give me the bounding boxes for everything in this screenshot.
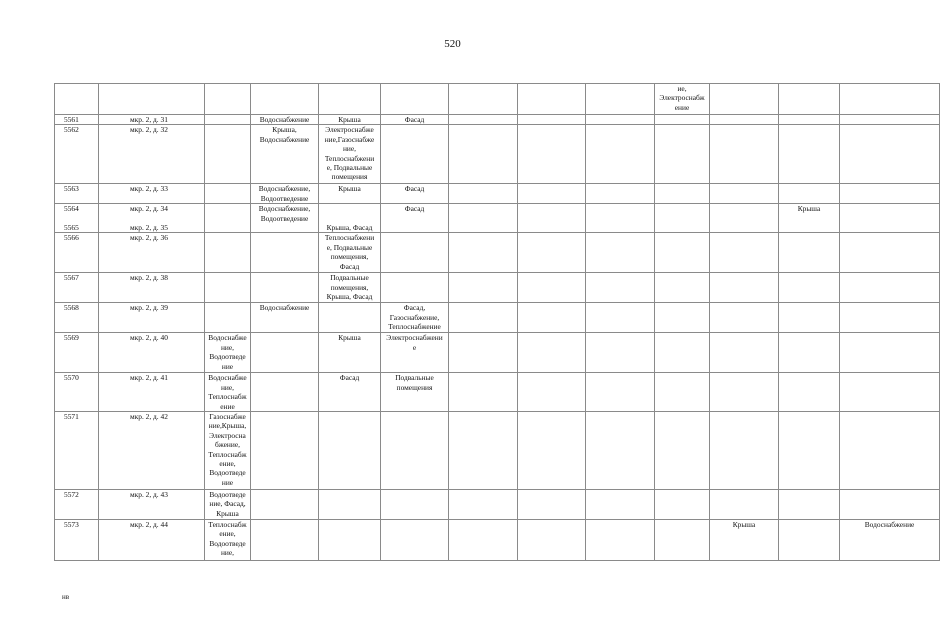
table-cell [518,333,586,373]
table-cell [779,273,840,303]
table-cell [449,204,518,233]
table-cell [655,520,710,561]
table-row [55,204,940,233]
table-cell [99,84,205,115]
table-cell [710,490,779,520]
table-cell: Подвальные помещения [381,373,449,412]
table-cell: Фасад [319,373,381,412]
table-cell [586,303,655,333]
table-cell [518,184,586,204]
table-cell [779,490,840,520]
table-row [55,184,940,204]
table-cell: Водоотведе ние, Фасад, Крыша [205,490,251,520]
table-row [55,233,940,273]
table-row [55,373,940,412]
table-cell [381,273,449,303]
table-cell: Водоснабжение, Водоотведение [251,204,319,233]
table-cell [518,490,586,520]
table-cell: Крыша [710,520,779,561]
table-cell [518,412,586,490]
table-cell: Водоснабже ние, Водоотведе ние [205,333,251,373]
table-cell [840,373,940,412]
table-cell [381,125,449,184]
table-cell [518,303,586,333]
table-cell [381,412,449,490]
table-row [55,412,940,490]
table-cell: Водоснабжение, Водоотведение [251,184,319,204]
table-cell [586,273,655,303]
table-cell: мкр. 2, д. 32 [99,125,205,184]
table-cell [518,204,586,233]
table-cell: 5573 [55,520,99,561]
table-cell: 5567 [55,273,99,303]
table-cell: Водоснабжение [251,115,319,125]
table-cell [518,84,586,115]
table-cell-text: 5565 [64,223,79,233]
table-cell [319,490,381,520]
table-cell: Крыша [319,184,381,204]
table-cell [840,125,940,184]
table-cell [710,204,779,233]
table-cell [779,333,840,373]
table-cell [449,84,518,115]
table-cell [655,204,710,233]
page-number: 520 [444,38,461,50]
table-cell [655,233,710,273]
table-cell [251,520,319,561]
table-cell [586,333,655,373]
table-cell [449,412,518,490]
table-row [55,84,940,115]
table-cell [779,520,840,561]
table-cell [710,233,779,273]
table-cell [518,233,586,273]
table-cell [586,412,655,490]
table-cell [779,412,840,490]
table-cell: 5562 [55,125,99,184]
table-cell [779,373,840,412]
table-cell: 5563 [55,184,99,204]
table-cell [55,204,99,233]
table-cell: мкр. 2, д. 36 [99,233,205,273]
table-cell [655,303,710,333]
table-cell [779,125,840,184]
table-cell: Крыша [319,333,381,373]
table-cell [319,84,381,115]
table-cell [840,115,940,125]
table-cell [710,84,779,115]
table-cell [55,84,99,115]
table-cell [779,233,840,273]
table-cell [710,125,779,184]
table-row [55,333,940,373]
table-cell: Крыша, Водоснабжение [251,125,319,184]
table-cell [586,115,655,125]
table-cell [449,273,518,303]
table-cell [586,490,655,520]
table-cell [655,273,710,303]
table-cell: Электроснабже ние,Газоснабже ние, Теплоснабжени е, Подвальные помещения [319,125,381,184]
table-cell [381,233,449,273]
table-cell: Фасад, Газоснабжение, Теплоснабжение [381,303,449,333]
table-cell: мкр. 2, д. 40 [99,333,205,373]
table-cell [586,204,655,233]
table-cell: мкр. 2, д. 31 [99,115,205,125]
table-cell: Крыша [779,204,840,233]
table-cell [449,373,518,412]
table-cell [449,125,518,184]
table-cell [449,333,518,373]
table-cell [518,373,586,412]
table-cell [449,490,518,520]
table-cell: ие, Электроснабж ение [655,84,710,115]
table-cell [381,84,449,115]
table-cell [205,204,251,233]
table-cell: 5571 [55,412,99,490]
table-cell [840,412,940,490]
table-cell [779,303,840,333]
table-cell: мкр. 2, д. 39 [99,303,205,333]
table-cell [381,520,449,561]
table-cell [586,233,655,273]
table-cell: Газоснабже ние,Крыша, Электросна бжение, Теплоснабж ение, Водоотведе ние [205,412,251,490]
table-cell [518,273,586,303]
table-cell: Крыша [319,115,381,125]
table-cell: Фасад [381,184,449,204]
table-cell: 5568 [55,303,99,333]
table-cell [205,273,251,303]
footer-note: нв [62,593,70,601]
table-cell [449,184,518,204]
table-cell [655,412,710,490]
table-row [55,273,940,303]
table-cell [205,125,251,184]
table-cell: 5569 [55,333,99,373]
table-cell: мкр. 2, д. 43 [99,490,205,520]
table-cell: 5561 [55,115,99,125]
table-cell [710,303,779,333]
table-cell [518,115,586,125]
table-cell [319,303,381,333]
table-cell [586,184,655,204]
table-row [55,490,940,520]
table-cell [710,373,779,412]
table-cell [710,115,779,125]
table-cell [99,204,205,233]
table-cell [251,233,319,273]
table-cell [205,303,251,333]
table-cell [710,333,779,373]
table-cell [655,115,710,125]
table-cell: Водоснабже ние, Теплоснабж ение [205,373,251,412]
table-cell [449,115,518,125]
table-cell: Теплоснабж ение, Водоотведе ние, [205,520,251,561]
table-cell [586,125,655,184]
table-cell [710,273,779,303]
table-row [55,125,940,184]
table-cell: мкр. 2, д. 41 [99,373,205,412]
table-cell [251,490,319,520]
table-cell: Подвальные помещения, Крыша, Фасад [319,273,381,303]
table-cell [205,84,251,115]
table-cell [655,333,710,373]
table-row [55,115,940,125]
table-cell [710,184,779,204]
table-cell [840,84,940,115]
table-cell [205,184,251,204]
table-cell [779,184,840,204]
table-cell [840,333,940,373]
table-cell [655,373,710,412]
table-cell [655,125,710,184]
table-cell [251,84,319,115]
table-cell [655,184,710,204]
table-cell [840,204,940,233]
table-cell [518,520,586,561]
table-cell [840,490,940,520]
table-cell [205,115,251,125]
table-cell [251,333,319,373]
table-cell: Фасад [381,204,449,233]
table-cell: мкр. 2, д. 38 [99,273,205,303]
table-cell [251,412,319,490]
table-cell [381,490,449,520]
table-cell: 5572 [55,490,99,520]
table-cell: мкр. 2, д. 42 [99,412,205,490]
table-cell [779,84,840,115]
table-cell [449,233,518,273]
table-cell [710,412,779,490]
table-cell [251,373,319,412]
table-cell [251,273,319,303]
table-cell: мкр. 2, д. 44 [99,520,205,561]
table-cell-text: 5564 [64,204,79,214]
table-cell [449,303,518,333]
table-cell: Крыша, Фасад [319,204,381,233]
table-cell [586,84,655,115]
table-cell: Водоснабжение [251,303,319,333]
table-cell [319,520,381,561]
table-cell: Теплоснабжени е, Подвальные помещения, Фасад [319,233,381,273]
table-cell [319,412,381,490]
table-cell: 5566 [55,233,99,273]
table-cell: Электроснабжени е [381,333,449,373]
table-cell [840,233,940,273]
table-cell [655,490,710,520]
repair-schedule-table [54,83,940,561]
table-cell [586,373,655,412]
table-cell [449,520,518,561]
table-row [55,520,940,561]
table-cell [840,273,940,303]
table-cell [840,184,940,204]
table-cell-text: мкр. 2, д. 35 [130,223,168,233]
table-cell: мкр. 2, д. 33 [99,184,205,204]
table-row [55,303,940,333]
table-cell [586,520,655,561]
table-cell [518,125,586,184]
table-cell-text: мкр. 2, д. 34 [130,204,168,214]
table-cell [779,115,840,125]
table-cell [840,303,940,333]
table-cell: Фасад [381,115,449,125]
table-cell [205,233,251,273]
table-cell: Водоснабжение [840,520,940,561]
table-cell: 5570 [55,373,99,412]
